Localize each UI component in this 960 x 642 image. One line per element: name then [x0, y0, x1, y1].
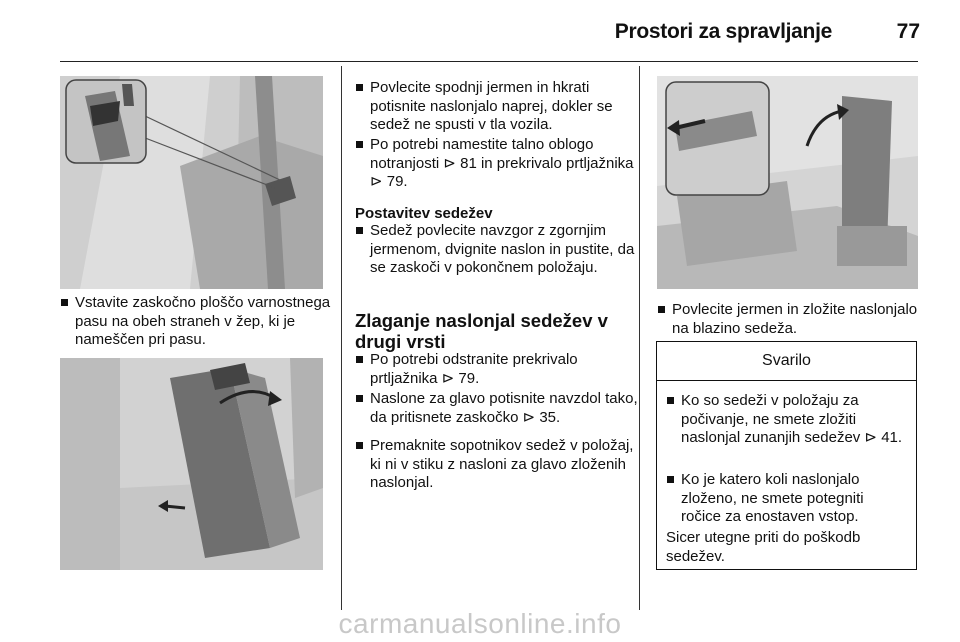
instruction-floor-cover: Po potrebi namestite talno oblogo notranjosti ⊳ 81 in prekrivalo prtljažnika ⊳ 79.	[355, 136, 640, 192]
instruction-pull-lower-strap: Povlecite spodnji jermen in hkrati potisnite naslonjalo naprej, dokler se sedež ne spusti v tla vozila.	[355, 79, 640, 135]
page-header	[0, 0, 960, 62]
subheading-seat-position: Postavitev sedežev	[355, 205, 493, 222]
instruction-remove-cover: Po potrebi odstranite prekrivalo prtljažnika ⊳ 79.	[355, 351, 645, 388]
seatbelt-latch-illustration	[60, 76, 323, 289]
warning-item-reclined-seats: Ko so sedeži v položaju za počivanje, ne smete zložiti naslonjal zunanjih sedežev ⊳ 41.	[666, 392, 906, 448]
seat-fold-forward-illustration	[60, 358, 323, 570]
watermark: carmanualsonline.info	[338, 608, 622, 639]
instruction-raise-seat: Sedež povlecite navzgor z zgornjim jermenom, dvignite naslon in pustite, da se zaskoči v pokončnem položaju.	[355, 222, 645, 278]
warning-box	[656, 341, 917, 570]
warning-item-easy-entry-lever: Ko je katero koli naslonjalo zloženo, ne smete potegniti ročice za enostaven vstop.	[666, 471, 906, 527]
column-divider-1	[341, 66, 342, 610]
header-title: Prostori za spravljanje	[614, 20, 832, 43]
warning-note: Sicer utegne priti do poškodb sedežev.	[666, 529, 861, 565]
header-rule	[60, 61, 918, 62]
section-title-fold-second-row: Zlaganje naslonjal sedežev v drugi vrsti	[355, 310, 608, 352]
page-number: 77	[896, 20, 920, 43]
instruction-move-passenger-seat: Premaknite sopotnikov sedež v položaj, ki ni v stiku z nasloni za glavo zloženih naslonjal.	[355, 437, 645, 493]
instruction-insert-latch-plate: Vstavite zaskočno ploščo varnostnega pasu na obeh straneh v žep, ki je nameščen pri pasu.	[60, 294, 341, 350]
instruction-push-headrests: Naslone za glavo potisnite navzdol tako, da pritisnete zaskočko ⊳ 35.	[355, 390, 645, 427]
fold-backrest-illustration	[657, 76, 918, 289]
warning-title: Svarilo	[657, 342, 916, 381]
instruction-fold-backrest: Povlecite jermen in zložite naslonjalo na blazino sedeža.	[657, 301, 934, 338]
